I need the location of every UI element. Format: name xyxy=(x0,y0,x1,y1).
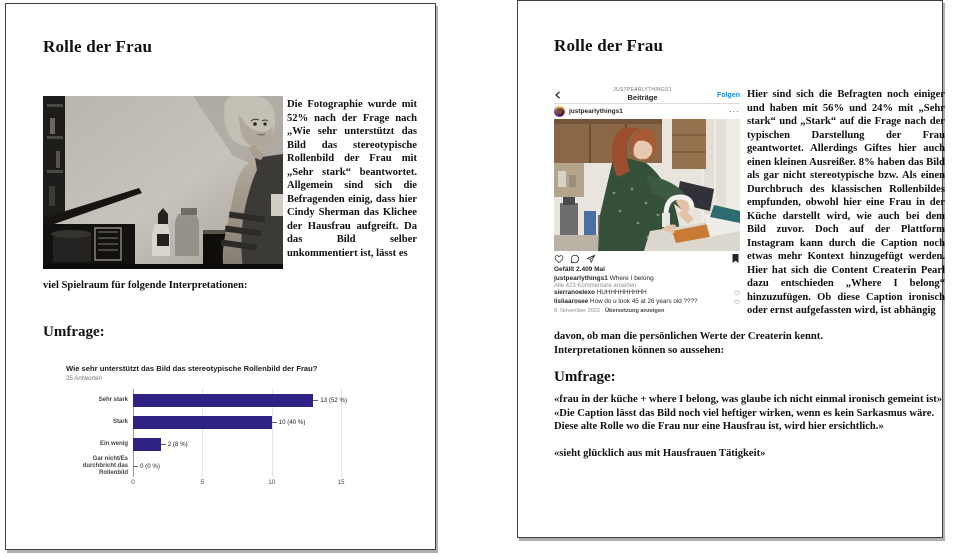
x-tick-label: 10 xyxy=(268,479,276,486)
chart-bar xyxy=(133,416,272,429)
document-page-right xyxy=(517,0,943,538)
post-actions xyxy=(554,251,740,266)
quote-2: «Die Caption lässt das Bild noch viel heftiger wirken, wenn es kein Sarkasmus wäre. Diese alte Rolle wo die Frau nur eine Hausfrau ist, wird hier ersichtlich.» xyxy=(554,407,935,432)
chart-row xyxy=(66,389,418,411)
chart-response-count: 25 Antworten xyxy=(66,375,103,382)
chart-row xyxy=(66,455,418,477)
comment-text: How do u look 45 at 26 years old ???? xyxy=(588,297,698,305)
chart-value-label: 0 (0 %) xyxy=(140,462,160,470)
view-all-comments-link[interactable]: Alle 423 Kommentare ansehen xyxy=(554,283,637,289)
comment-like-heart-icon[interactable] xyxy=(734,299,740,305)
comment-row xyxy=(554,298,740,307)
chart-bar xyxy=(133,438,161,451)
follow-button[interactable]: Folgen xyxy=(717,91,740,99)
x-tick-label: 0 xyxy=(131,479,135,486)
likes-text: Gefällt 2.409 Mal xyxy=(554,266,605,273)
bw-kitchen-photo-art xyxy=(43,96,283,269)
chevron-left-icon xyxy=(554,91,562,99)
likes-count xyxy=(554,266,740,275)
survey-chart xyxy=(66,364,418,489)
quote-3: «sieht glücklich aus mit Hausfrauen Tätigkeit» xyxy=(554,447,766,459)
avatar[interactable] xyxy=(554,106,565,117)
right-paragraph-continuation: davon, ob man die persönlichen Werte der Createrin kennt. xyxy=(554,331,823,342)
comment-username[interactable]: sierranoelexo xyxy=(554,289,595,296)
post-user-row: justpearlythings1 ··· xyxy=(554,104,740,119)
post-username[interactable]: justpearlythings1 xyxy=(569,108,623,115)
comment-row xyxy=(554,289,740,298)
instagram-header xyxy=(554,87,740,104)
left-paragraph-below: viel Spielraum für folgende Interpretationen: xyxy=(43,280,248,291)
caption-username[interactable]: justpearlythings1 xyxy=(554,274,608,282)
chart-category-label: Sehr stark xyxy=(98,396,128,403)
chart-value-label: 13 (52 %) xyxy=(320,396,348,404)
x-tick-label: 5 xyxy=(200,479,205,486)
chart-value-tick xyxy=(133,466,138,467)
header-account-name: JUSTPEARLYTHINGS1 xyxy=(613,87,672,94)
chart-value-tick xyxy=(272,422,277,423)
bw-kitchen-photo xyxy=(43,96,283,269)
chart-row xyxy=(66,411,418,433)
chart-title: Wie sehr unterstützt das Bild das stereotypische Rollenbild der Frau? xyxy=(66,364,318,373)
quote-1: «frau in der küche + where I belong, was glaube ich nicht einmal ironisch gemeint ist» xyxy=(554,394,943,405)
bookmark-icon[interactable] xyxy=(731,253,740,264)
page-title: Rolle der Frau xyxy=(554,36,664,55)
chart-category-label: Ein wenig xyxy=(99,440,128,447)
header-section-label: Beiträge xyxy=(627,93,658,103)
chart-row xyxy=(66,433,418,455)
comment-like-heart-icon[interactable] xyxy=(734,290,740,296)
comment-icon[interactable] xyxy=(570,254,580,264)
left-paragraph-side: Die Fotographie wurde mit 52% nach der Frage nach „Wie sehr unterstützt das Bild das stereotypische Rollenbild der Frau mit „Sehr stark“ beantwortet. Allgemein sind sich die Befragenden einig, dass hier Cindy Sherman das Klichee der Hausfrau aufgreift. Da das Bild selber unkommentiert ist, lässt es xyxy=(287,99,417,259)
share-plane-icon[interactable] xyxy=(586,254,596,264)
chart-bar xyxy=(133,394,313,407)
instagram-photo xyxy=(554,119,740,251)
header-title xyxy=(568,88,717,102)
chart-category-label: Stark xyxy=(112,418,128,425)
document-page-left xyxy=(5,3,436,550)
page-title: Rolle der Frau xyxy=(43,37,153,56)
comment-username[interactable]: lisliaarosee xyxy=(554,297,589,305)
x-tick-label: 15 xyxy=(337,479,345,486)
survey-quotes xyxy=(554,393,948,460)
instagram-photo-art xyxy=(554,119,740,251)
chart-x-axis xyxy=(131,479,345,489)
like-heart-icon[interactable] xyxy=(554,254,564,264)
survey-heading-left: Umfrage: xyxy=(43,324,105,340)
chart-value-label: 2 (8 %) xyxy=(167,440,188,448)
back-button[interactable] xyxy=(554,91,568,99)
instagram-post xyxy=(554,87,740,314)
survey-heading-right: Umfrage: xyxy=(554,369,616,385)
post-caption xyxy=(554,275,740,284)
chart-value-tick xyxy=(313,400,318,401)
chart-value-tick xyxy=(161,444,166,445)
translate-link[interactable]: Übersetzung anzeigen xyxy=(605,308,665,314)
right-paragraph-tail: Interpretationen können so aussehen: xyxy=(554,345,725,356)
right-paragraph-side: Hier sind sich die Befragten noch einiger und haben mit 56% und 24% mit „Sehr stark“ und „Stark“ auf die Frage nach der typischen Darstellung der Frau geantwortet. Allerdings Giftes hier auch einen kleinen Ausreißer. 8% haben das Bild als gar nicht stereotypische bzw. Als einen Durchbruch des klassischen Rollenbildes empfunden, obwohl hier eine Frau in der Küche darstellt wird, wie auch bei dem Bild zuvor. Doch auf der Plattform Instagram kann durch die Caption noch etwas mehr Kontext hinzugefügt werden. Hier hat sich die Content Createrin Pearl dazu entschieden „Where I belong“ hinzuzufügen. Ob diese Caption ironisch oder ernst aufgefassten wird, ist abhängig xyxy=(747,89,945,316)
chart-value-label: 10 (40 %) xyxy=(278,418,306,426)
date-text: 8. November 2022 · xyxy=(554,308,605,314)
post-date xyxy=(554,308,740,314)
chart-category-label: Gar nicht/Es durchbricht das Rollenbild xyxy=(82,455,128,476)
comment-text: HUHHHHHHHHH xyxy=(594,289,647,296)
caption-text: Where I belong xyxy=(607,274,654,282)
